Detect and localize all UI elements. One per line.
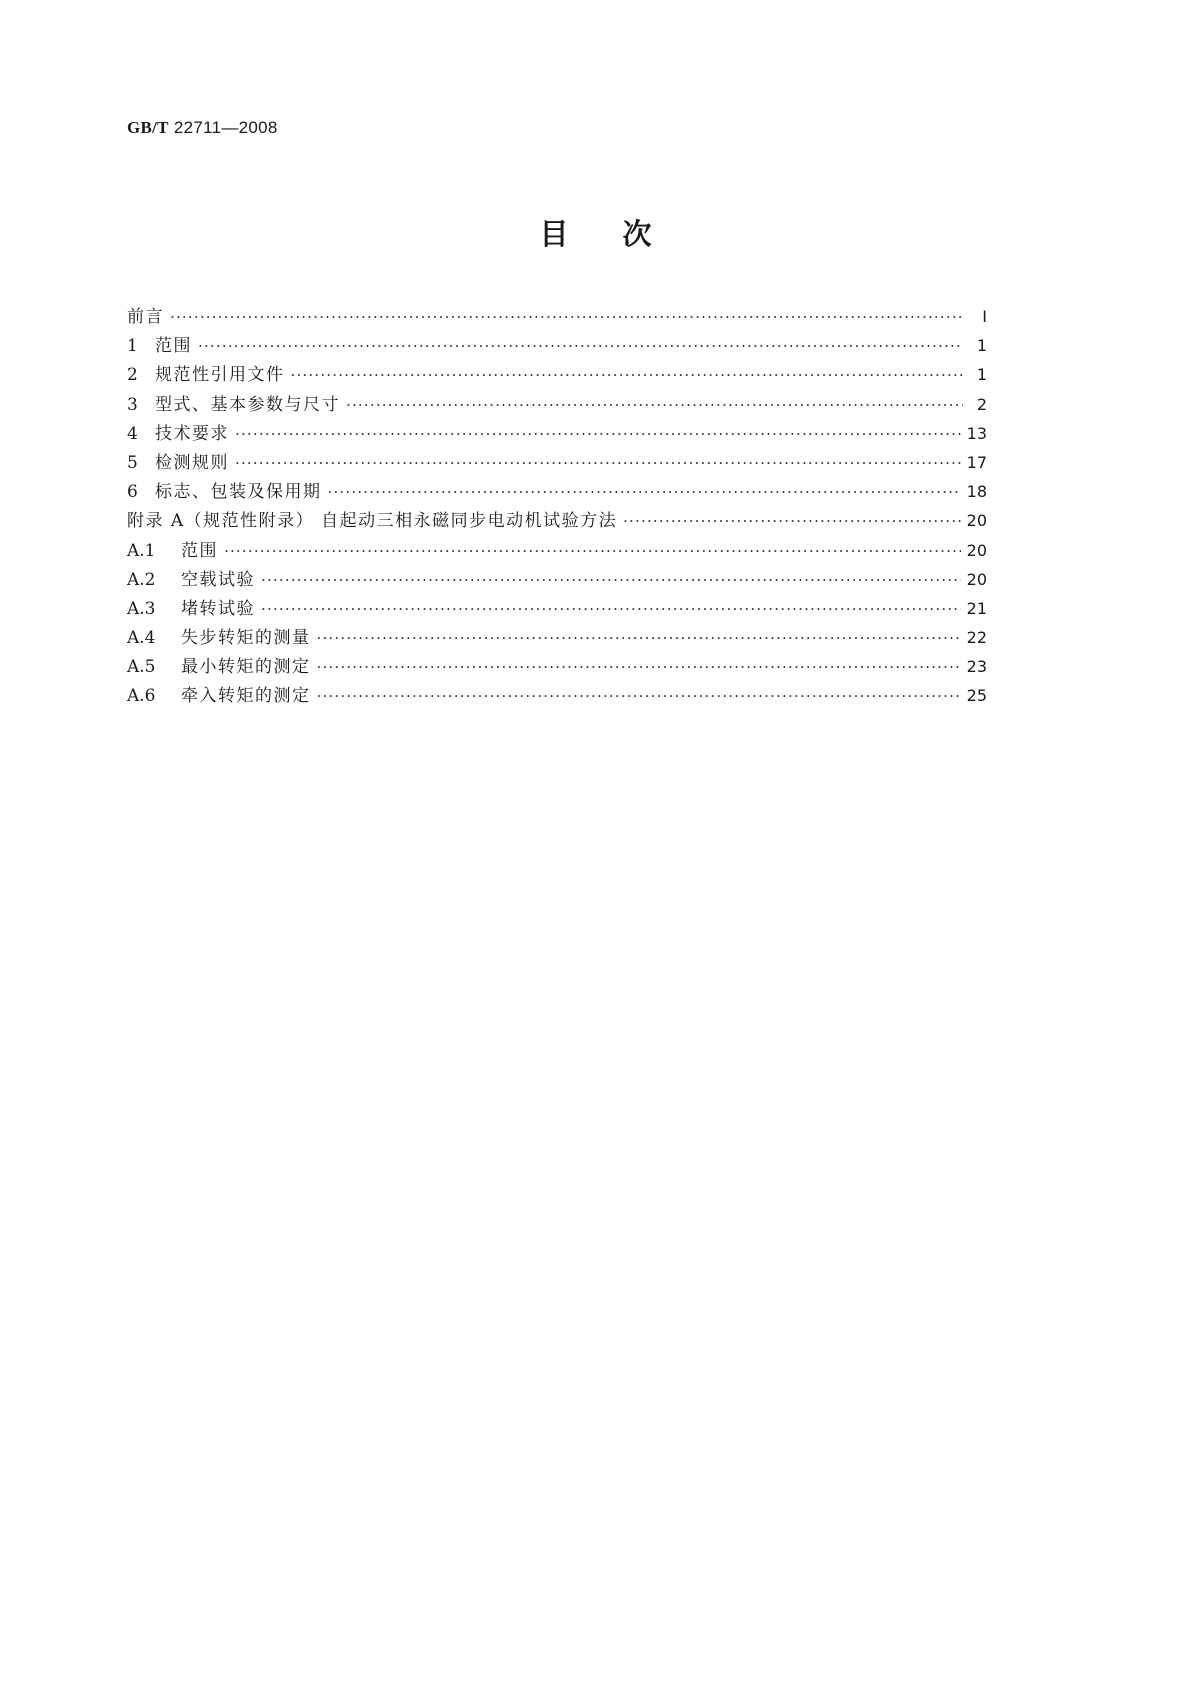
leader-dots xyxy=(317,682,961,711)
toc-entry-number: 4 xyxy=(127,423,138,444)
toc-entry-5[interactable] xyxy=(127,448,987,477)
toc-entry-page: 25 xyxy=(966,686,987,706)
toc-entry-number: A.2 xyxy=(127,569,156,590)
leader-dots xyxy=(623,507,961,536)
leader-dots xyxy=(261,566,961,595)
toc-entry-a6[interactable] xyxy=(127,681,987,710)
toc-entry-text: 标志、包装及保用期 xyxy=(155,482,322,503)
standard-prefix: GB/T xyxy=(127,118,169,137)
toc-entry-number: 5 xyxy=(127,452,138,473)
toc-entry-2[interactable] xyxy=(127,360,987,389)
leader-dots xyxy=(170,303,963,332)
leader-dots xyxy=(346,391,963,420)
toc-entry-a4[interactable] xyxy=(127,623,987,652)
toc-entry-number: A.5 xyxy=(127,657,156,678)
toc-entry-number: 6 xyxy=(127,482,138,503)
toc-entry-a5[interactable] xyxy=(127,652,987,681)
toc-title: 目次 xyxy=(539,217,706,251)
toc-entry-number: 1 xyxy=(127,336,138,357)
leader-dots xyxy=(198,332,963,361)
table-of-contents xyxy=(127,302,987,711)
toc-entry-number: A.6 xyxy=(127,686,156,707)
toc-entry-page: 17 xyxy=(966,452,987,472)
toc-entry-page: 13 xyxy=(966,423,987,443)
toc-entry-a2[interactable] xyxy=(127,565,987,594)
document-code xyxy=(127,118,278,138)
leader-dots xyxy=(291,361,964,390)
toc-entry-page: 20 xyxy=(966,569,987,589)
toc-entry-3[interactable] xyxy=(127,390,987,419)
toc-entry-text: 前言 xyxy=(127,307,164,327)
leader-dots xyxy=(224,537,961,566)
leader-dots xyxy=(317,653,961,682)
leader-dots xyxy=(328,478,961,507)
toc-entry-page: 21 xyxy=(966,598,987,618)
toc-entry-6[interactable] xyxy=(127,477,987,506)
toc-entry-foreword[interactable] xyxy=(127,302,987,331)
toc-entry-text: 牵入转矩的测定 xyxy=(181,686,311,707)
leader-dots xyxy=(261,595,961,624)
leader-dots xyxy=(317,624,961,653)
leader-dots xyxy=(235,420,961,449)
toc-entry-number: 2 xyxy=(127,365,138,386)
toc-entry-text: 范围 xyxy=(155,336,192,357)
toc-entry-text: 堵转试验 xyxy=(181,598,255,619)
toc-entry-a3[interactable] xyxy=(127,594,987,623)
toc-entry-text: 最小转矩的测定 xyxy=(181,657,311,678)
toc-entry-appendix-a[interactable] xyxy=(127,506,987,535)
toc-entry-a1[interactable] xyxy=(127,536,987,565)
toc-entry-page: 20 xyxy=(966,511,987,531)
toc-entry-page: 1 xyxy=(976,365,987,385)
toc-entry-page: 23 xyxy=(966,657,987,677)
toc-entry-page: 18 xyxy=(966,482,987,502)
leader-dots xyxy=(235,449,961,478)
toc-entry-1[interactable] xyxy=(127,331,987,360)
toc-entry-text: 空载试验 xyxy=(181,569,255,590)
toc-entry-text: 范围 xyxy=(181,540,218,561)
toc-entry-text: 附录 A（规范性附录） 自起动三相永磁同步电动机试验方法 xyxy=(127,511,618,532)
toc-entry-4[interactable] xyxy=(127,419,987,448)
toc-entry-text: 规范性引用文件 xyxy=(155,365,285,386)
toc-entry-number: 3 xyxy=(127,394,138,415)
toc-entry-page: 1 xyxy=(976,336,987,356)
toc-entry-page: 2 xyxy=(976,394,987,414)
toc-entry-text: 失步转矩的测量 xyxy=(181,628,311,649)
toc-entry-number: A.4 xyxy=(127,628,156,649)
toc-entry-number: A.3 xyxy=(127,598,156,619)
toc-entry-page: 22 xyxy=(966,628,987,648)
toc-entry-number: A.1 xyxy=(127,540,156,561)
toc-entry-text: 型式、基本参数与尺寸 xyxy=(155,394,340,415)
toc-entry-text: 技术要求 xyxy=(155,423,229,444)
standard-number: 22711—2008 xyxy=(173,118,278,137)
toc-entry-page: 20 xyxy=(966,540,987,560)
toc-entry-page: Ⅰ xyxy=(982,307,987,326)
toc-entry-text: 检测规则 xyxy=(155,452,229,473)
